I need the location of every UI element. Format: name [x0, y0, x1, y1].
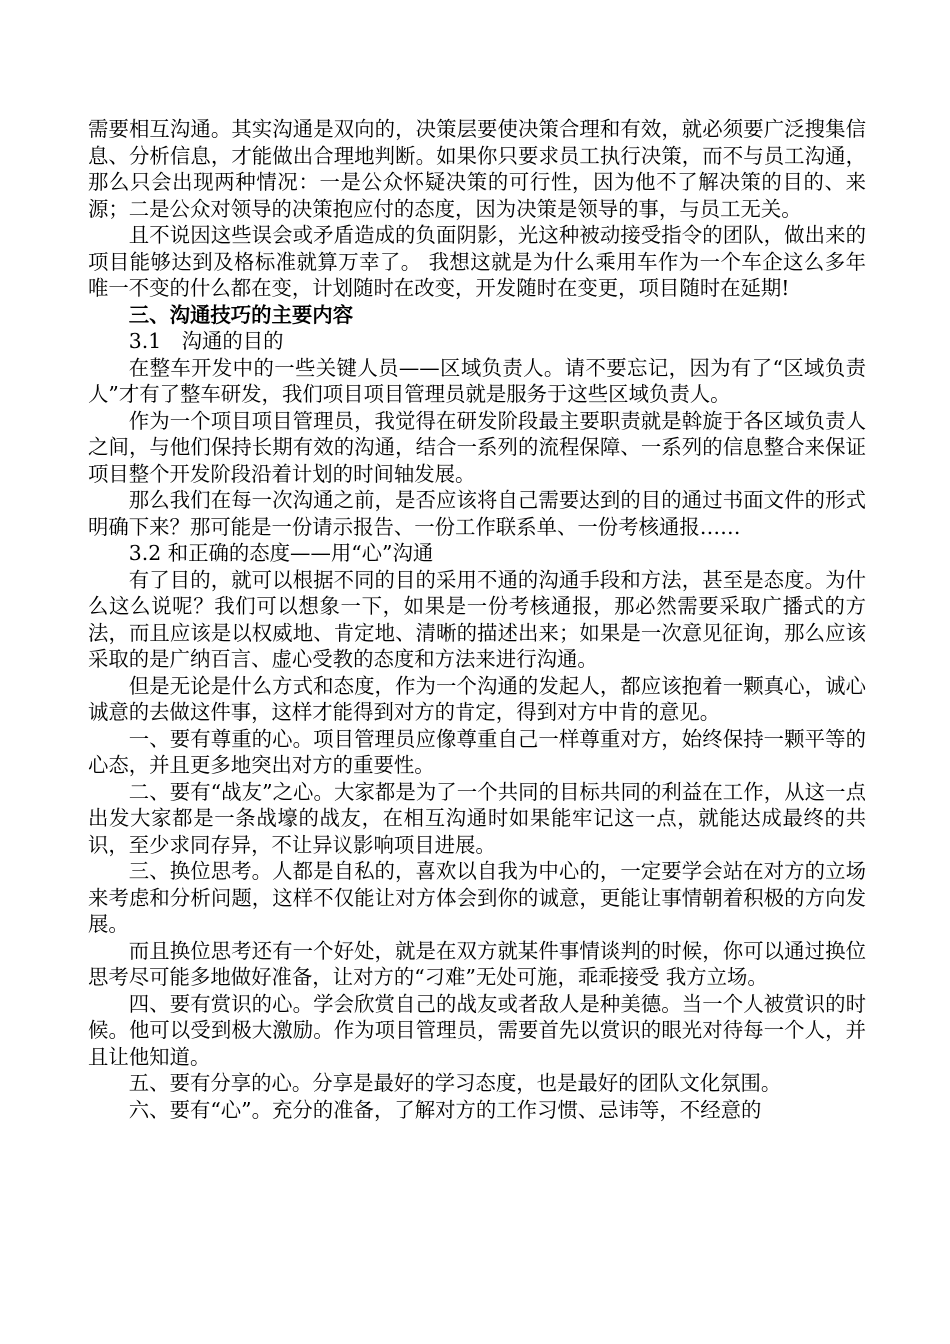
document-page — [88, 116, 866, 1123]
subsection-heading: 3.2 和正确的态度——用“心”沟通 — [128, 541, 434, 565]
paragraph: 三、换位思考。人都是自私的，喜欢以自我为中心的，一定要学会站在对方的立场来考虑和分析问题，这样不仅能让对方体会到你的诚意，更能让事情朝着积极的方向发展。 — [88, 859, 866, 936]
paragraph: 二、要有“战友”之心。大家都是为了一个共同的目标共同的利益在工作，从这一点出发大家都是一条战壕的战友，在相互沟通时如果能牢记这一点，就能达成最终的共识，至少求同存异，不让异议影响项目进展。 — [88, 779, 866, 857]
paragraph: 且不说因这些误会或矛盾造成的负面阴影，光这种被动接受指令的团队，做出来的项目能够达到及格标准就算万幸了。 我想这就是为什么乘用车作为一个车企这么多年唯一不变的什么都在变，计划随时在改变，开发随时在变更，项目随时在延期! — [88, 223, 866, 300]
paragraph: 四、要有赏识的心。学会欣赏自己的战友或者敌人是种美德。当一个人被赏识的时候。他可以受到极大激励。作为项目管理员，需要首先以赏识的眼光对待每一个人，并且让他知道。 — [88, 991, 866, 1069]
paragraph: 作为一个项目项目管理员，我觉得在研发阶段最主要职责就是斡旋于各区域负责人之间，与他们保持长期有效的沟通，结合一系列的流程保障、一系列的信息整合来保证项目整个开发阶段沿着计划的时间轴发展。 — [88, 408, 866, 486]
paragraph: 在整车开发中的一些关键人员——区域负责人。请不要忘记，因为有了“区域负责人”才有了整车研发，我们项目项目管理员就是服务于这些区域负责人。 — [88, 355, 866, 406]
paragraph: 那么我们在每一次沟通之前，是否应该将自己需要达到的目的通过书面文件的形式明确下来？那可能是一份请示报告、一份工作联系单、一份考核通报…… — [88, 488, 866, 539]
paragraph-continuation: 需要相互沟通。其实沟通是双向的，决策层要使决策合理和有效，就必须要广泛搜集信息、分析信息，才能做出合理地判断。如果你只要求员工执行决策，而不与员工沟通，那么只会出现两种情况：一是公众怀疑决策的可行性，因为他不了解决策的目的、来源；二是公众对领导的决策抱应付的态度，因为决策是领导的事，与员工无关。 — [88, 117, 866, 221]
subsection-heading: 3.1 沟通的目的 — [128, 329, 284, 353]
paragraph: 一、要有尊重的心。项目管理员应像尊重自己一样尊重对方，始终保持一颗平等的心态，并且更多地突出对方的重要性。 — [88, 726, 866, 777]
section-heading: 三、沟通技巧的主要内容 — [128, 302, 354, 327]
paragraph: 有了目的，就可以根据不同的目的采用不通的沟通手段和方法，甚至是态度。为什么这么说呢？我们可以想象一下，如果是一份考核通报，那必然需要采取广播式的方法，而且应该是以权威地、肯定地、清晰的描述出来；如果是一次意见征询，那么应该采取的是广纳百言、虚心受教的态度和方法来进行沟通。 — [88, 567, 866, 671]
paragraph: 而且换位思考还有一个好处，就是在双方就某件事情谈判的时候，你可以通过换位思考尽可能多地做好准备，让对方的“刁难”无处可施，乖乖接受 我方立场。 — [88, 938, 866, 989]
paragraph: 但是无论是什么方式和态度，作为一个沟通的发起人，都应该抱着一颗真心，诚心诚意的去做这件事，这样才能得到对方的肯定，得到对方中肯的意见。 — [88, 673, 866, 724]
paragraph: 六、要有“心”。充分的准备，了解对方的工作习惯、忌讳等，不经意的 — [128, 1097, 762, 1122]
paragraph: 五、要有分享的心。分享是最好的学习态度，也是最好的团队文化氛围。 — [128, 1071, 782, 1095]
